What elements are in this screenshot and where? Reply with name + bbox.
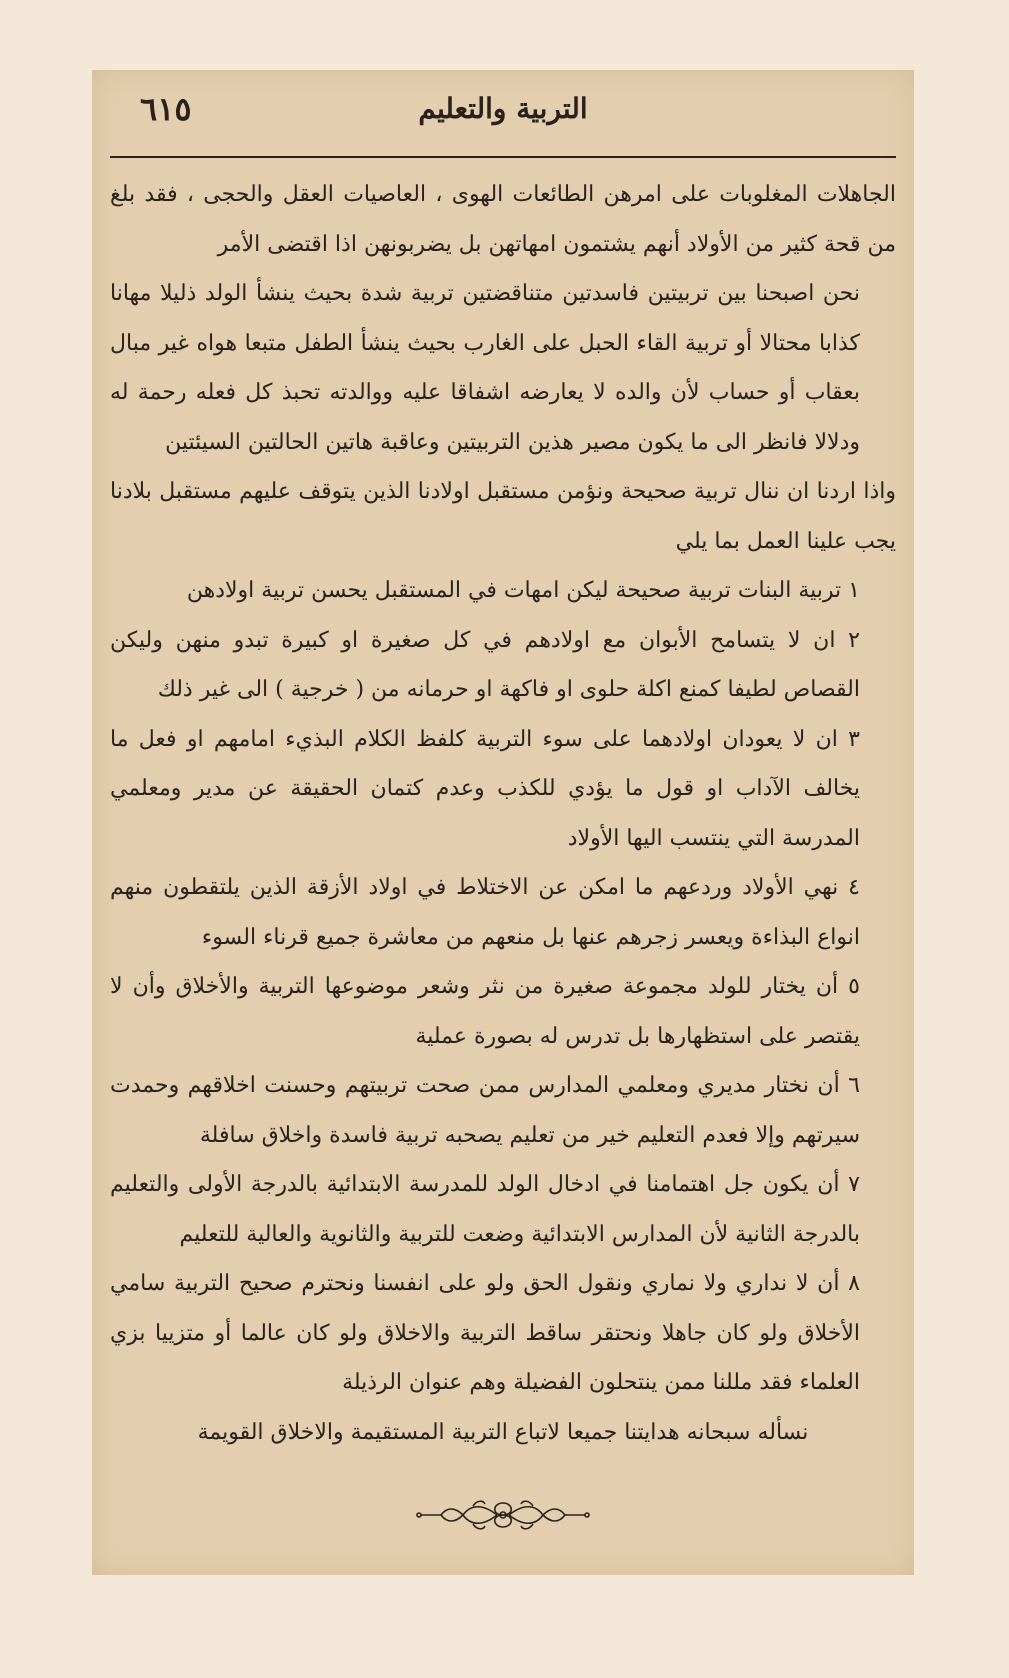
list-item-4: ٤ نهي الأولاد وردعهم ما امكن عن الاختلاط في اولاد الأزقة الذين يلتقطون منهم انواع البذاءة ويعسر زجرهم عنها بل منعهم من معاشرة جميع قرناء السوء: [110, 875, 860, 950]
list-item-6: ٦ أن نختار مديري ومعلمي المدارس ممن صحت تربيتهم وحسنت اخلاقهم وحمدت سيرتهم وإلا فعدم التعليم خير من تعليم يصحبه تربية فاسدة واخلاق سافلة: [110, 1073, 860, 1148]
list-item-5: ٥ أن يختار للولد مجموعة صغيرة من نثر وشعر موضوعها التربية والأخلاق وأن لا يقتصر على استظهارها بل تدرس له بصورة عملية: [110, 974, 860, 1049]
list-item-8: ٨ أن لا نداري ولا نماري ونقول الحق ولو على انفسنا ونحترم صحيح التربية سامي الأخلاق ولو كان جاهلا ونحتقر ساقط التربية والاخلاق ولو كان عالما أو متزييا بزي العلماء فقد مللنا ممن ينتحلون الفضيلة وهم عنوان الرذيلة: [110, 1271, 860, 1395]
running-title: التربية والتعليم: [418, 92, 588, 125]
article-body: [110, 170, 896, 1457]
page-number: ٦١٥: [140, 90, 192, 128]
paragraph-two-upbringings: نحن اصبحنا بين تربيتين فاسدتين متناقضتين تربية شدة بحيث ينشأ الولد ذليلا مهانا كذابا محتالا أو تربية القاء الحبل على الغارب بحيث ينشأ الطفل متبعا هواه غير مبال بعقاب أو حساب لأن والده لا يعارضه اشفاقا عليه ووالدته تحبذ كل فعله رحمة له ودلالا فانظر الى ما يكون مصير هذين التربيتين وعاقبة هاتين الحالتين السيئتين: [110, 281, 860, 455]
header-rule: [110, 156, 896, 158]
floral-ornament-icon: [92, 1498, 914, 1536]
list-item-7: ٧ أن يكون جل اهتمامنا في ادخال الولد للمدرسة الابتدائية بالدرجة الأولى والتعليم بالدرجة الثانية لأن المدارس الابتدائية وضعت للتربية والثانوية والعالية للتعليم: [110, 1172, 860, 1247]
list-item-3: ٣ ان لا يعودان اولادهما على سوء التربية كلفظ الكلام البذيء امامهم او فعل ما يخالف الآداب او قول ما يؤدي للكذب وعدم كتمان الحقيقة عن مدير ومعلمي المدرسة التي ينتسب اليها الأولاد: [110, 726, 860, 851]
list-item-1: ١ تربية البنات تربية صحيحة ليكن امهات في المستقبل يحسن تربية اولادهن: [186, 578, 860, 603]
paragraph-requirements: واذا اردنا ان ننال تربية صحيحة ونؤمن مستقبل اولادنا الذين يتوقف عليهم مستقبل بلادنا يجب علينا العمل بما يلي: [110, 479, 896, 554]
page-header: [110, 90, 896, 142]
list-item-2: ٢ ان لا يتسامح الأبوان مع اولادهم في كل صغيرة او كبيرة تبدو منهن وليكن القصاص لطيفا كمنع اكلة حلوى او فاكهة او حرمانه من ( خرجية ) الى غير ذلك: [110, 627, 860, 702]
paragraph-intro: الجاهلات المغلوبات على امرهن الطائعات الهوى ، العاصيات العقل والحجى ، فقد بلغ من قحة كثير من الأولاد أنهم يشتمون امهاتهن بل يضربونهن اذا اقتضى الأمر: [110, 182, 896, 257]
closing-prayer: نسأله سبحانه هدايتنا جميعا لاتباع التربية المستقيمة والاخلاق القويمة: [197, 1419, 809, 1445]
book-page: [92, 70, 914, 1575]
